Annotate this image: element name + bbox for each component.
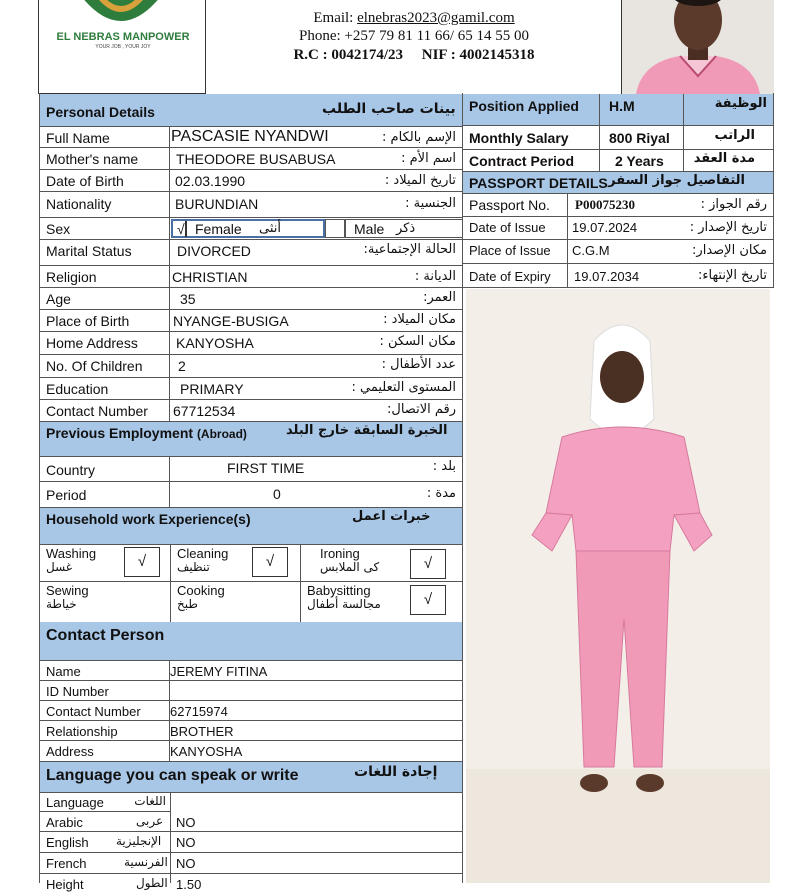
personal-details-title-ar: بينات صاحب الطلب <box>322 101 456 117</box>
contact-label-address: Address <box>46 744 94 759</box>
registration-line: R.C : 0042174/23 NIF : 4002145318 <box>293 47 535 63</box>
contact-value-address: KANYOSHA <box>170 744 243 759</box>
male-option[interactable] <box>345 219 462 238</box>
label-period-ar: مدة : <box>426 486 456 501</box>
label-dob: Date of Birth <box>46 173 124 189</box>
detail-row-marital <box>40 240 462 266</box>
detail-row-education <box>40 378 462 400</box>
issue-place-label: Place of Issue <box>469 243 551 258</box>
contact-row-relationship <box>40 721 462 741</box>
employment-title: Previous Employment (Abroad) <box>46 425 247 441</box>
language-title: Language you can speak or write <box>46 767 299 784</box>
label-religion-ar: الديانة : <box>414 269 456 284</box>
contact-row-name <box>40 660 462 681</box>
label-marital-ar: الحالة الإجتماعية: <box>363 242 456 257</box>
detail-row-dob <box>40 170 462 192</box>
label-full-name: Full Name <box>46 130 110 146</box>
salary-value: 800 Riyal <box>609 130 670 146</box>
salary-label: Monthly Salary <box>469 130 569 146</box>
value-religion: CHRISTIAN <box>172 269 248 285</box>
employment-header <box>40 422 462 456</box>
household-title: Household work Experience(s) <box>46 511 251 527</box>
passport-row-expiry <box>463 264 773 288</box>
female-label-ar: أنثى <box>259 221 281 236</box>
detail-row-religion <box>40 266 462 288</box>
language-header-cell: Language اللغات <box>40 792 170 812</box>
label-mother-name: Mother's name <box>46 151 139 167</box>
label-children: No. Of Children <box>46 358 143 374</box>
position-label: Position Applied <box>469 98 579 114</box>
logo-name: EL NEBRAS MANPOWER <box>56 31 190 43</box>
arabic-value: NO <box>176 815 196 830</box>
label-children-ar: عدد الأطفال : <box>381 357 456 372</box>
label-birthplace-ar: مكان الميلاد : <box>383 312 456 327</box>
contract-label: Contract Period <box>469 153 575 169</box>
washing-checkbox[interactable]: √ <box>124 547 160 577</box>
issue-place-label-ar: مكان الإصدار: <box>692 243 767 258</box>
position-row <box>463 94 773 126</box>
detail-row-full-name <box>40 126 462 148</box>
passport-row-number <box>463 194 773 217</box>
language-row-english: English الإنجليزية NO <box>40 832 462 853</box>
expiry-value: 19.07.2034 <box>574 269 640 284</box>
employment-row-country <box>40 456 462 482</box>
male-label: Male <box>354 221 385 237</box>
issue-date-label-ar: تاريخ الإصدار : <box>689 220 767 235</box>
male-label-ar: ذكر <box>396 221 416 236</box>
label-dob-ar: تاريخ الميلاد : <box>384 173 456 188</box>
logo-globe-icon <box>79 0 163 30</box>
passport-row-issue-place <box>463 240 773 264</box>
skill-washing: Washing غسل <box>46 546 97 574</box>
contact-label-id: ID Number <box>46 684 109 699</box>
female-option[interactable] <box>171 219 325 238</box>
label-home-address-ar: مكان السكن : <box>379 334 456 349</box>
skill-cleaning: Cleaning تنظيف <box>177 546 229 574</box>
contact-person-title: Contact Person <box>46 627 165 644</box>
contract-label-ar: مدة العقد <box>693 151 755 166</box>
skill-sewing: Sewing خياطة <box>46 583 89 611</box>
issue-place-value: C.G.M <box>572 243 610 258</box>
employment-row-period <box>40 482 462 508</box>
detail-row-contact-number <box>40 400 462 422</box>
value-education: PRIMARY <box>180 381 244 397</box>
value-contact-number: 67712534 <box>173 403 236 419</box>
label-contact-number-ar: رقم الاتصال: <box>387 402 456 417</box>
salary-row <box>463 126 773 150</box>
detail-row-mother-name <box>40 148 462 170</box>
label-contact-number: Contact Number <box>46 403 148 419</box>
position-value: H.M <box>609 98 635 114</box>
label-country-ar: بلد : <box>432 459 456 474</box>
salary-label-ar: الراتب <box>714 128 755 143</box>
skill-ironing: Ironing كى الملابس <box>320 546 380 574</box>
value-period: 0 <box>273 486 281 502</box>
household-header <box>40 508 462 544</box>
label-nationality: Nationality <box>46 196 112 212</box>
contact-person-header <box>40 622 462 660</box>
female-label: Female <box>195 221 242 237</box>
detail-row-home-address <box>40 332 462 355</box>
label-age-ar: العمر: <box>423 290 456 305</box>
babysitting-checkbox[interactable]: √ <box>410 585 446 615</box>
ironing-checkbox[interactable]: √ <box>410 549 446 579</box>
passport-number-label: Passport No. <box>469 197 550 213</box>
label-sex: Sex <box>46 221 71 237</box>
passport-number-label-ar: رقم الجواز : <box>700 197 767 212</box>
value-full-name: PASCASIE NYANDWI <box>171 128 329 145</box>
personal-details-title: Personal Details <box>46 104 155 120</box>
logo-tagline: YOUR JOB , YOUR JOY <box>95 44 151 50</box>
contact-label-relationship: Relationship <box>46 724 118 739</box>
english-value: NO <box>176 835 196 850</box>
value-children: 2 <box>178 358 186 374</box>
passport-row-issue-date <box>463 217 773 240</box>
contact-value-relationship: BROTHER <box>170 724 234 739</box>
cleaning-checkbox[interactable]: √ <box>252 547 288 577</box>
detail-row-children <box>40 355 462 378</box>
passport-title-ar: التفاصيل جواز السفر <box>608 173 745 188</box>
label-age: Age <box>46 291 71 307</box>
label-education: Education <box>46 381 109 397</box>
contact-row-id <box>40 681 462 701</box>
label-birthplace: Place of Birth <box>46 313 130 329</box>
label-education-ar: المستوى التعليمي : <box>351 380 456 395</box>
expiry-label: Date of Expiry <box>469 269 551 284</box>
male-checkbox[interactable] <box>325 219 345 238</box>
value-marital: DIVORCED <box>177 243 251 259</box>
detail-row-sex <box>40 218 462 240</box>
label-marital: Marital Status <box>46 243 132 259</box>
issue-date-label: Date of Issue <box>469 220 546 235</box>
logo-box <box>38 0 206 94</box>
label-home-address: Home Address <box>46 335 138 351</box>
language-row-french: French الفرنسية NO <box>40 853 462 874</box>
label-religion: Religion <box>46 269 97 285</box>
label-nationality-ar: الجنسية : <box>405 196 456 211</box>
french-value: NO <box>176 856 196 871</box>
language-row-partial: Height الطول 1.50 <box>46 876 202 892</box>
skill-babysitting: Babysitting مجالسة أطفال <box>307 583 381 611</box>
detail-row-age <box>40 288 462 310</box>
issue-date-value: 19.07.2024 <box>572 220 638 235</box>
phone-line: Phone: +257 79 81 11 66/ 65 14 55 00 <box>299 28 529 44</box>
detail-row-birthplace <box>40 310 462 332</box>
contract-row <box>463 150 773 172</box>
employment-title-ar: الخبرة السابقة خارج البلد <box>286 423 448 438</box>
passport-number-value: P00075230 <box>575 197 635 212</box>
contact-value-number: 62715974 <box>170 704 228 719</box>
position-label-ar: الوظيفة <box>714 96 767 111</box>
value-home-address: KANYOSHA <box>176 335 254 351</box>
value-birthplace: NYANGE-BUSIGA <box>173 313 289 329</box>
value-country: FIRST TIME <box>227 460 305 476</box>
value-nationality: BURUNDIAN <box>175 196 259 212</box>
label-mother-name-ar: اسم الأم : <box>401 151 456 166</box>
contact-label-number: Contact Number <box>46 704 141 719</box>
language-header <box>40 762 462 792</box>
value-mother-name: THEODORE BUSABUSA <box>176 151 336 167</box>
personal-details-header <box>40 94 462 126</box>
contact-row-address <box>40 741 462 762</box>
female-checkmark: √ <box>177 221 185 237</box>
value-age: 35 <box>180 291 196 307</box>
expiry-label-ar: تاريخ الإنتهاء: <box>697 268 767 283</box>
passport-header <box>463 172 773 194</box>
label-country: Country <box>46 462 96 478</box>
contact-label-name: Name <box>46 664 81 679</box>
skill-cooking: Cooking طبخ <box>177 583 225 611</box>
language-title-ar: إجادة اللغات <box>354 764 438 780</box>
household-title-ar: خبرات اعمل <box>352 509 431 524</box>
value-dob: 02.03.1990 <box>175 173 246 189</box>
language-row-arabic: Arabic عربى NO <box>40 812 462 832</box>
headshot-photo <box>621 0 773 94</box>
contact-row-number <box>40 701 462 721</box>
contact-value-name: JEREMY FITINA <box>170 664 268 679</box>
passport-title: PASSPORT DETAILS <box>469 175 608 191</box>
email-line: Email: elnebras2023@gamil.com <box>313 10 515 26</box>
detail-row-nationality <box>40 192 462 218</box>
full-body-photo <box>466 289 770 883</box>
label-full-name-ar: الإسم بالكام : <box>382 130 456 145</box>
label-period: Period <box>46 487 87 503</box>
email-link[interactable]: elnebras2023@gamil.com <box>357 10 515 26</box>
contract-value: 2 Years <box>615 153 664 169</box>
